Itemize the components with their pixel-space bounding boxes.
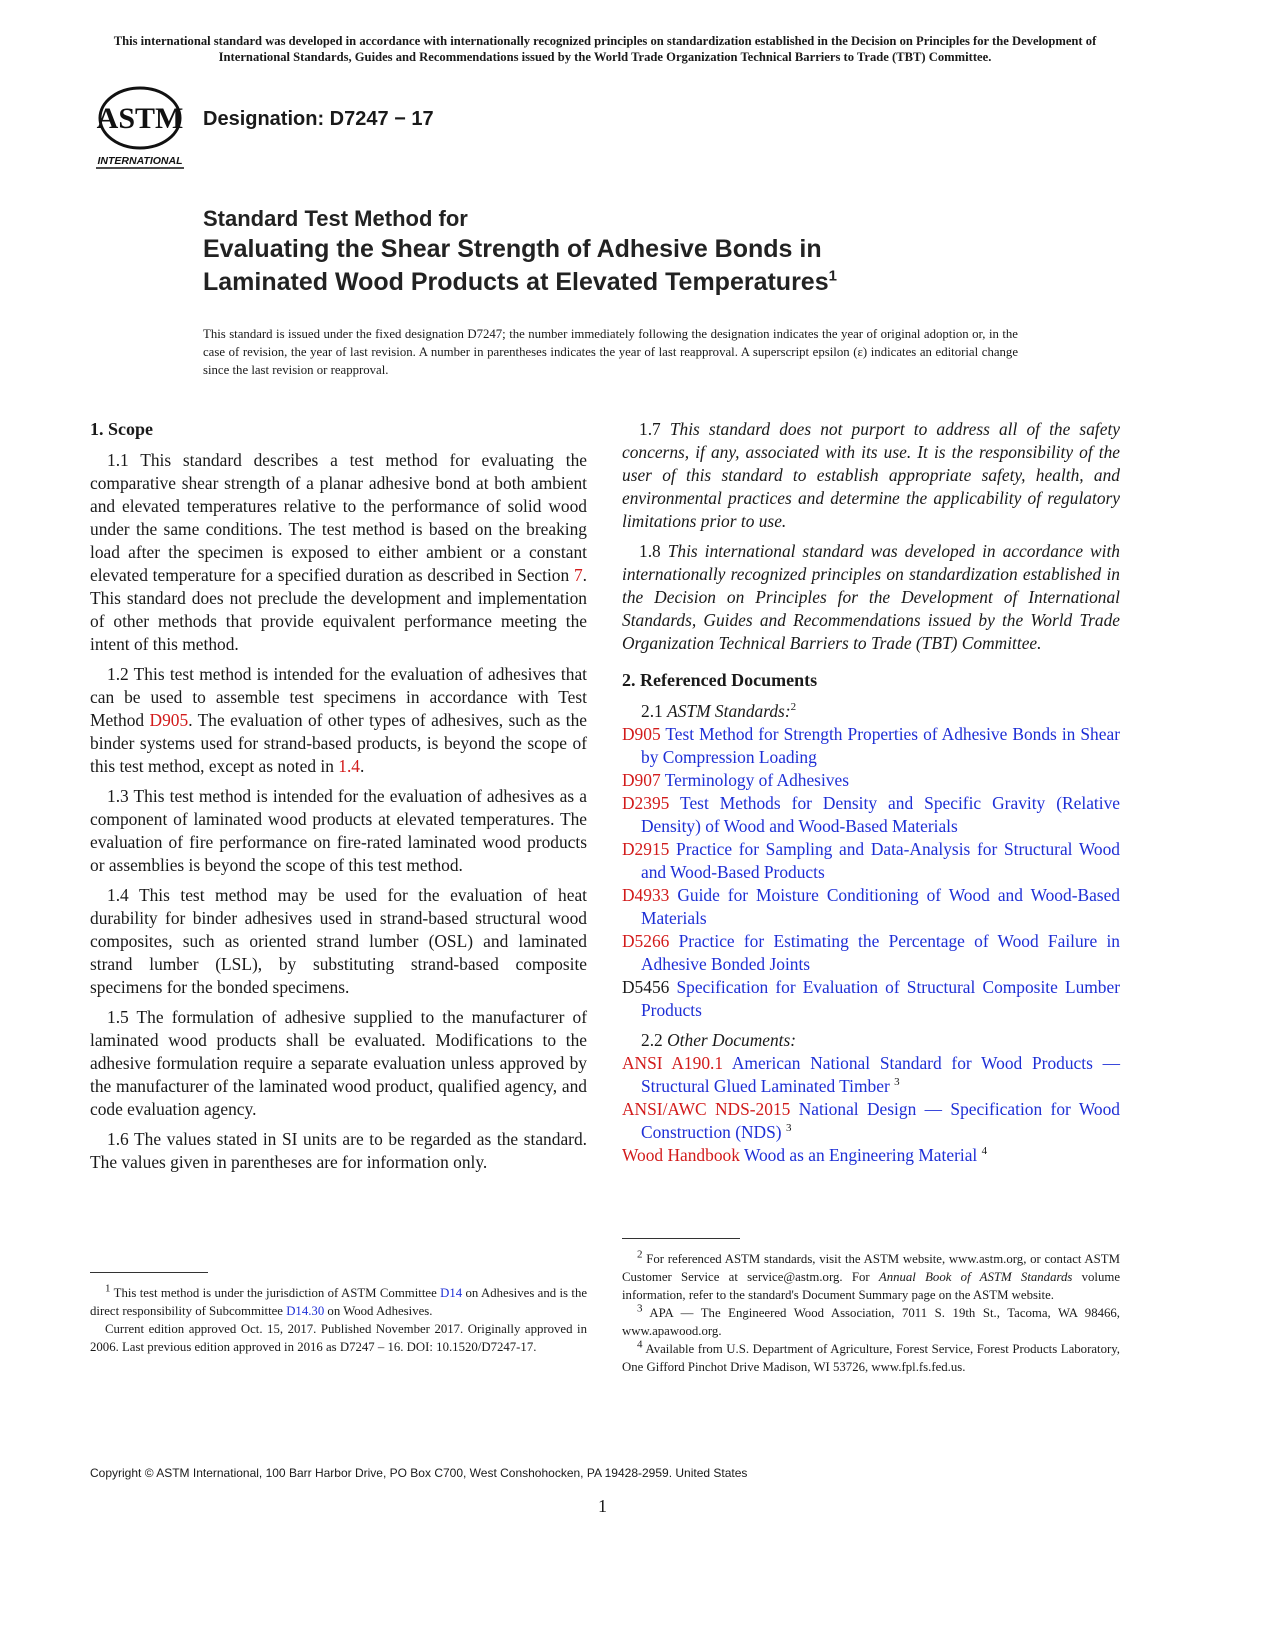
footnote-1: $^1$ This test method is under the jurisdiction of ASTM Committee D14 on Adhesives and is the direct responsibility of Subcommittee D14.30 on Wood Adhesives. [90, 1282, 588, 1318]
svg-text:INTERNATIONAL: INTERNATIONAL [97, 155, 183, 167]
ref-item[interactable]: ANSI A190.1 American National Standard for Wood Products — Structural Glued Laminated Timber $^3$ [622, 1053, 1120, 1096]
ref-item[interactable]: D2915 Practice for Sampling and Data-Analysis for Structural Wood and Wood-Based Products [622, 839, 1120, 882]
edition-note: Current edition approved Oct. 15, 2017. Published November 2017. Originally approved in 2006. Last previous edition approved in 2016 as D7247 – 16. DOI: 10.1520/D7247-17. [90, 1322, 587, 1354]
footnotes-right [622, 1250, 1120, 1376]
footnotes-left [90, 1284, 587, 1356]
title-line-2: Laminated Wood Products at Elevated Temperatures$^1$ [203, 267, 837, 296]
title-line-1: Evaluating the Shear Strength of Adhesive Bonds in [203, 235, 822, 263]
issued-statement: This standard is issued under the fixed designation D7247; the number immediately following the designation indicates the year of original adoption or, in the case of revision, the year of last revision. A number in parentheses indicates the year of last reapproval. A superscript epsilon (ε) indicates an editorial change since the last revision or reapproval. [203, 327, 1018, 377]
ref-item[interactable]: D907 Terminology of Adhesives [622, 770, 849, 790]
footnote-2: $^2$ For referenced ASTM standards, visit the ASTM website, www.astm.org, or contact ASTM Customer Service at service@astm.org. For Annual Book of ASTM Standards volume information, refer to the standard's Document Summary page on the ASTM website. [622, 1248, 1121, 1302]
d14-30-link[interactable]: D14.30 [286, 1304, 325, 1318]
para-1-3: 1.3 This test method is intended for the evaluation of adhesives as a component of laminated wood products at elevated temperatures. The evaluation of fire performance on fire-rated laminated wood products or assemblies is beyond the scope of this test method. [90, 786, 587, 875]
para-1-8: 1.8 This international standard was developed in accordance with internationally recognized principles on standardization established in the Decision on Principles for the Development of International Standards, Guides and Recommendations issued by the World Trade Organization Technical Barriers to Trade (TBT) Committee. [622, 541, 1120, 653]
wto-notice: This international standard was developed in accordance with internationally recognized principles on standardization established in the Decision on Principles for the Development of International Standards, Guides and Recommendations issued by the World Trade Organization Technical Barriers to Trade (TBT) Committee. [113, 34, 1097, 64]
astm-logo-icon [90, 82, 190, 172]
ref-item[interactable]: D5266 Practice for Estimating the Percentage of Wood Failure in Adhesive Bonded Joints [622, 931, 1120, 974]
designation: Designation: D7247 − 17 [203, 108, 434, 130]
ref-item[interactable]: ANSI/AWC NDS-2015 National Design — Specification for Wood Construction (NDS) $^3$ [622, 1099, 1120, 1142]
section-1-4-link[interactable]: 1.4 [338, 756, 360, 776]
ref-item[interactable]: Wood Handbook Wood as an Engineering Material $^4$ [622, 1145, 988, 1165]
astm-standards-subheading: 2.1 ASTM Standards:$^2$ [641, 701, 797, 721]
svg-text:ASTM: ASTM [96, 102, 184, 135]
page-number: 1 [598, 1496, 607, 1516]
para-1-6: 1.6 The values stated in SI units are to be regarded as the standard. The values given in parentheses are for information only. [90, 1129, 587, 1172]
para-1-4: 1.4 This test method may be used for the evaluation of heat durability for binder adhesives used in strand-based structural wood composites, such as oriented strand lumber (OSL) and laminated strand lumber (LSL), by substituting strand-based composite specimens for the bonded specimens. [90, 885, 587, 997]
astm-logo [90, 82, 190, 172]
d14-link[interactable]: D14 [440, 1286, 463, 1300]
refs-heading: 2. Referenced Documents [622, 670, 818, 690]
ref-item[interactable]: D5456 Specification for Evaluation of Structural Composite Lumber Products [622, 977, 1120, 1020]
title-block [203, 205, 1103, 299]
title-prefix: Standard Test Method for [203, 206, 468, 231]
para-1-7: 1.7 This standard does not purport to address all of the safety concerns, if any, associated with its use. It is the responsibility of the user of this standard to establish appropriate safety, health, and environmental practices and determine the applicability of regulatory limitations prior to use. [622, 419, 1120, 531]
footnote-4: $^4$ Available from U.S. Department of Agriculture, Forest Service, Forest Products Laboratory, One Gifford Pinchot Drive Madison, WI 53726, www.fpl.fs.fed.us. [622, 1338, 1120, 1374]
footnote-rule-right [622, 1238, 740, 1239]
ref-item[interactable]: D905 Test Method for Strength Properties of Adhesive Bonds in Shear by Compression Loading [622, 724, 1120, 767]
d905-link[interactable]: D905 [149, 710, 189, 730]
footnote-3: $^3$ APA — The Engineered Wood Association, 7011 S. 19th St., Tacoma, WA 98466, www.apawood.org. [622, 1302, 1120, 1338]
copyright: Copyright © ASTM International, 100 Barr Harbor Drive, PO Box C700, West Conshohocken, PA 19428-2959. United States [90, 1466, 748, 1480]
left-column [90, 418, 587, 1181]
title-footnote-mark[interactable]: 1 [828, 267, 837, 285]
para-1-1: 1.1 This standard describes a test method for evaluating the comparative shear strength of a planar adhesive bond at both ambient and elevated temperatures relative to the performance of solid wood under the same conditions. The test method is based on the breaking load after the specimen is exposed to either ambient or a constant elevated temperature for a specified duration as described in Section 7. This standard does not preclude the development and implementation of other methods that provide equivalent performance meeting the intent of this method. [90, 450, 587, 654]
right-column [622, 418, 1120, 1167]
section-7-link[interactable]: 7 [573, 565, 583, 585]
other-documents-subheading: 2.2 Other Documents: [641, 1030, 797, 1050]
footnote-rule-left [90, 1272, 208, 1273]
scope-heading: 1. Scope [90, 419, 153, 439]
para-1-2: 1.2 This test method is intended for the evaluation of adhesives that can be used to assemble test specimens in accordance with Test Method D905. The evaluation of other types of adhesives, such as the binder systems used for strand-based products, is beyond the scope of this test method, except as noted in 1.4. [90, 664, 587, 776]
para-1-5: 1.5 The formulation of adhesive supplied to the manufacturer of laminated wood products shall be evaluated. Modifications to the adhesive formulation require a separate evaluation unless approved by the manufacturer of the laminated wood product, qualified agency, and code evaluation agency. [90, 1007, 587, 1119]
ref-item[interactable]: D4933 Guide for Moisture Conditioning of Wood and Wood-Based Materials [622, 885, 1120, 928]
ref-item[interactable]: D2395 Test Methods for Density and Specific Gravity (Relative Density) of Wood and Wood-Based Materials [622, 793, 1120, 836]
